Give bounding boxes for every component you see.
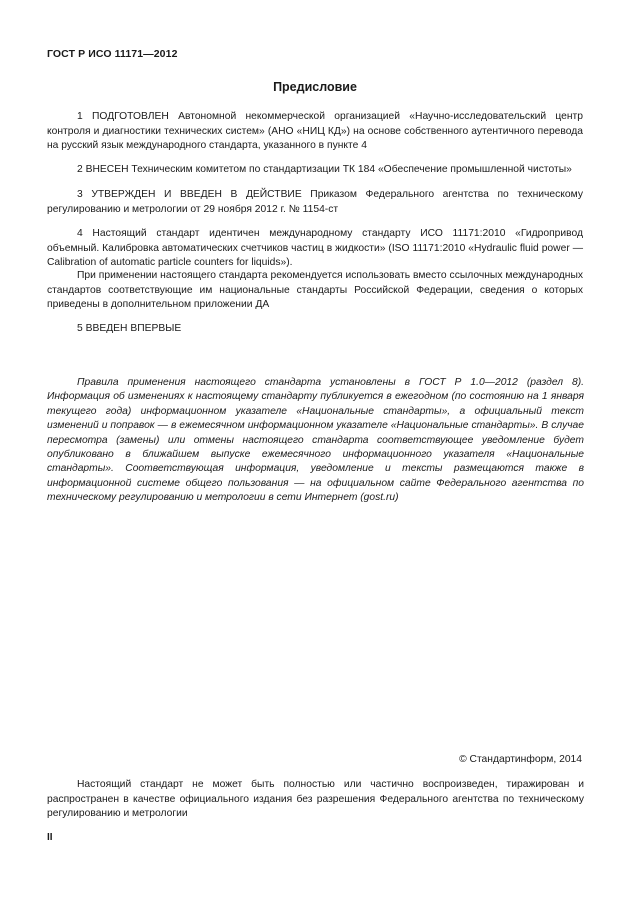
- foreword-paragraph-2: 2 ВНЕСЕН Техническим комитетом по стандартизации ТК 184 «Обеспечение промышленной чистоты»: [77, 164, 572, 175]
- standard-code-header: ГОСТ Р ИСО 11171—2012: [47, 48, 178, 60]
- foreword-paragraph-4-note: При применении настоящего стандарта рекомендуется использовать вместо ссылочных международных стандартов соответствующие им национальные стандарты Российской Федерации, сведения о которых приведены в дополнительном приложении ДА: [47, 270, 583, 310]
- reproduction-rights-text: Настоящий стандарт не может быть полностью или частично воспроизведен, тиражирован и распространен в качестве официального издания без разрешения Федерального агентства по техническому регулированию и метрологии: [47, 779, 584, 819]
- page-number: II: [47, 832, 53, 843]
- foreword-paragraph-5: 5 ВВЕДЕН ВПЕРВЫЕ: [77, 323, 182, 334]
- foreword-paragraph-1: 1 ПОДГОТОВЛЕН Автономной некоммерческой организацией «Научно-исследовательский центр контроля и диагностики технических систем» (АНО «НИЦ КД») на основе собственного аутентичного перевода на русский язык международного стандарта, указанного в пункте 4: [47, 111, 583, 151]
- foreword-paragraph-3: 3 УТВЕРЖДЕН И ВВЕДЕН В ДЕЙСТВИЕ Приказом Федерального агентства по техническому регулированию и метрологии от 29 ноября 2012 г. № 1154-ст: [47, 189, 583, 215]
- foreword-title: Предисловие: [273, 80, 357, 94]
- application-rules-notice: Правила применения настоящего стандарта установлены в ГОСТ Р 1.0—2012 (раздел 8). Информация об изменениях к настоящему стандарту публикуется в ежегодном (по состоянию на 1 января текущего года) информационном указателе «Национальные стандарты», а официальный текст изменений и поправок — в ежемесячном информационном указателе «Национальные стандарты». В случае пересмотра (замены) или отмены настоящего стандарта соответствующее уведомление будет опубликовано в ближайшем выпуске ежемесячного информационного указателя «Национальные стандарты». Соответствующая информация, уведомление и тексты размещаются также в информационной системе общего пользования — на официальном сайте Федерального агентства по техническому регулированию и метрологии в сети Интернет (gost.ru): [47, 377, 584, 504]
- foreword-paragraph-4: 4 Настоящий стандарт идентичен международному стандарту ИСО 11171:2010 «Гидропривод объемный. Калибровка автоматических счетчиков частиц в жидкости» (ISO 11171:2010 «Hydraulic fluid power — Calibration of automatic particle counters for liquids»).: [47, 228, 583, 268]
- copyright-line: © Стандартинформ, 2014: [459, 754, 582, 765]
